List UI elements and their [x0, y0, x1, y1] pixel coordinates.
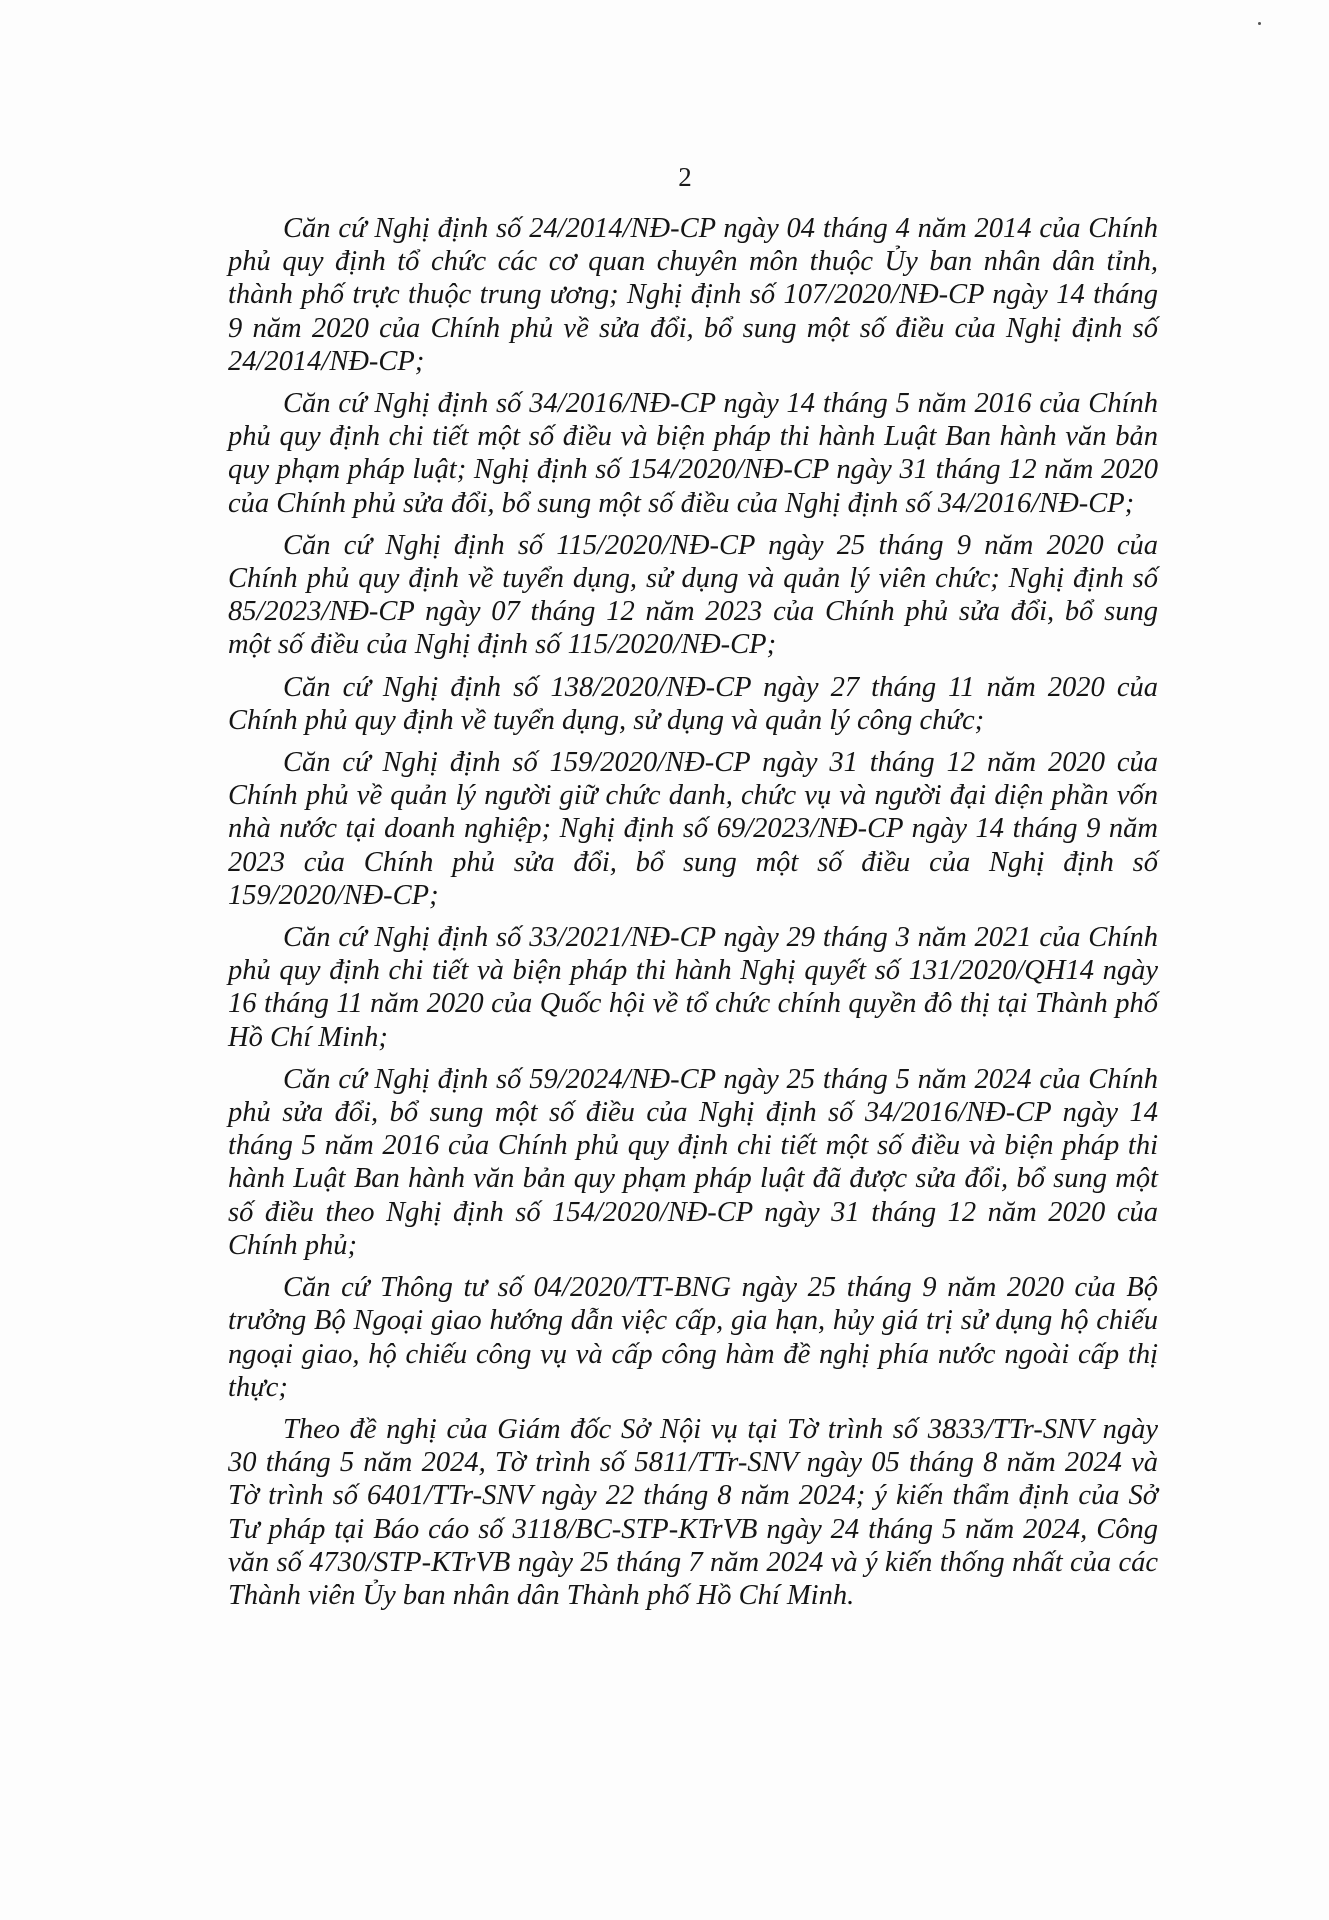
paragraph-proposal: Theo đề nghị của Giám đốc Sở Nội vụ tại Tờ trình số 3833/TTr-SNV ngày 30 tháng 5 năm 2024, Tờ trình số 5811/TTr-SNV ngày 05 tháng 8 năm 2024 và Tờ trình số 6401/TTr-SNV ngày 22 tháng 8 năm 2024; ý kiến thẩm định của Sở Tư pháp tại Báo cáo số 3118/BC-STP-KTrVB ngày 24 tháng 5 năm 2024, Công văn số 4730/STP-KTrVB ngày 25 tháng 7 năm 2024 và ý kiến thống nhất của các Thành viên Ủy ban nhân dân Thành phố Hồ Chí Minh. [228, 1413, 1158, 1611]
page-number: 2 [678, 162, 692, 192]
paragraph-legal-basis-8: Căn cứ Thông tư số 04/2020/TT-BNG ngày 25 tháng 9 năm 2020 của Bộ trưởng Bộ Ngoại giao hướng dẫn việc cấp, gia hạn, hủy giá trị sử dụng hộ chiếu ngoại giao, hộ chiếu công vụ và cấp công hàm đề nghị phía nước ngoài cấp thị thực; [228, 1272, 1158, 1403]
paragraph-legal-basis-3: Căn cứ Nghị định số 115/2020/NĐ-CP ngày 25 tháng 9 năm 2020 của Chính phủ quy định về tuyển dụng, sử dụng và quản lý viên chức; Nghị định số 85/2023/NĐ-CP ngày 07 tháng 12 năm 2023 của Chính phủ sửa đổi, bổ sung một số điều của Nghị định số 115/2020/NĐ-CP; [228, 529, 1158, 661]
paragraph-legal-basis-7: Căn cứ Nghị định số 59/2024/NĐ-CP ngày 25 tháng 5 năm 2024 của Chính phủ sửa đổi, bổ sung một số điều của Nghị định số 34/2016/NĐ-CP ngày 14 tháng 5 năm 2016 của Chính phủ quy định chi tiết một số điều và biện pháp thi hành Luật Ban hành văn bản quy phạm pháp luật đã được sửa đổi, bổ sung một số điều theo Nghị định số 154/2020/NĐ-CP ngày 31 tháng 12 năm 2020 của Chính phủ; [228, 1063, 1158, 1261]
document-body [228, 212, 1158, 1621]
paragraph-legal-basis-1: Căn cứ Nghị định số 24/2014/NĐ-CP ngày 04 tháng 4 năm 2014 của Chính phủ quy định tổ chức các cơ quan chuyên môn thuộc Ủy ban nhân dân tỉnh, thành phố trực thuộc trung ương; Nghị định số 107/2020/NĐ-CP ngày 14 tháng 9 năm 2020 của Chính phủ về sửa đổi, bổ sung một số điều của Nghị định số 24/2014/NĐ-CP; [228, 213, 1158, 377]
paragraph-legal-basis-4: Căn cứ Nghị định số 138/2020/NĐ-CP ngày 27 tháng 11 năm 2020 của Chính phủ quy định về tuyển dụng, sử dụng và quản lý công chức; [228, 671, 1158, 736]
paragraph-legal-basis-2: Căn cứ Nghị định số 34/2016/NĐ-CP ngày 14 tháng 5 năm 2016 của Chính phủ quy định chi tiết một số điều và biện pháp thi hành Luật Ban hành văn bản quy phạm pháp luật; Nghị định số 154/2020/NĐ-CP ngày 31 tháng 12 năm 2020 của Chính phủ sửa đổi, bổ sung một số điều của Nghị định số 34/2016/NĐ-CP; [228, 388, 1158, 519]
scan-speck [1258, 22, 1261, 25]
paragraph-legal-basis-6: Căn cứ Nghị định số 33/2021/NĐ-CP ngày 29 tháng 3 năm 2021 của Chính phủ quy định chi tiết và biện pháp thi hành Nghị quyết số 131/2020/QH14 ngày 16 tháng 11 năm 2020 của Quốc hội về tổ chức chính quyền đô thị tại Thành phố Hồ Chí Minh; [228, 922, 1158, 1053]
paragraph-legal-basis-5: Căn cứ Nghị định số 159/2020/NĐ-CP ngày 31 tháng 12 năm 2020 của Chính phủ về quản lý người giữ chức danh, chức vụ và người đại diện phần vốn nhà nước tại doanh nghiệp; Nghị định số 69/2023/NĐ-CP ngày 14 tháng 9 năm 2023 của Chính phủ sửa đổi, bổ sung một số điều của Nghị định số 159/2020/NĐ-CP; [228, 747, 1158, 911]
